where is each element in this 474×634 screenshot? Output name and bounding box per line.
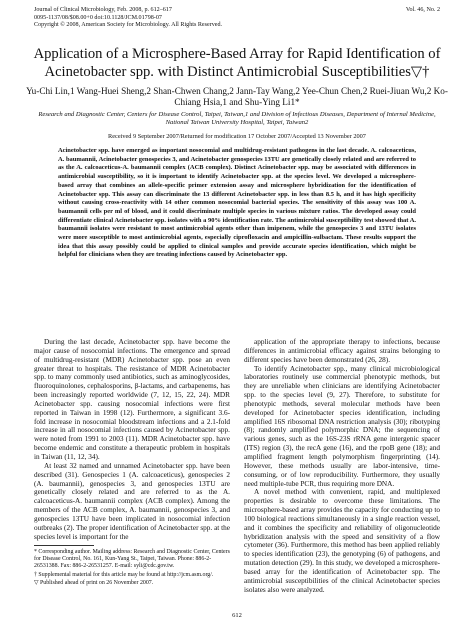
received-dates: Received 9 September 2007/Returned for modification 17 October 2007/Accepted 13 November 2007 bbox=[108, 133, 366, 140]
footnote-corresponding: * Corresponding author. Mailing address: Research and Diagnostic Center, Centers for Disease Control, No. 161, Kun-Yang St., Taipei, Taiwan. Phone: 886-2-26531388. Fax: 886-2-26531257. E-mail: syli@cdc.gov.tw. bbox=[34, 549, 230, 570]
article-title: Application of a Microsphere-Based Array for Rapid Identification of Acinetobacter spp. with Distinct Antimicrobial Susceptibilities▽† bbox=[33, 46, 441, 80]
volume-label: Vol. 46, No. 2 bbox=[405, 7, 440, 13]
running-header bbox=[34, 7, 440, 30]
author-list: Yu-Chi Lin,1 Wang-Huei Sheng,2 Shan-Chwen Chang,2 Jann-Tay Wang,2 Yee-Chun Chen,2 Ruei-Jiuan Wu,2 Ko-Chiang Hsia,1 and Shu-Ying Li1* bbox=[26, 86, 448, 108]
issn-line: 0095-1137/08/$08.00+0 doi:10.1128/JCM.01798-07 bbox=[34, 14, 162, 21]
footnote-supplemental: † Supplemental material for this article may be found at http://jcm.asm.org/. bbox=[34, 571, 214, 578]
copyright-line: Copyright © 2008, American Society for Microbiology. All Rights Reserved. bbox=[34, 22, 223, 29]
journal-line: Journal of Clinical Microbiology, Feb. 2008, p. 612–617 bbox=[34, 7, 172, 13]
affiliations: Research and Diagnostic Center, Centers for Disease Control, Taipei, Taiwan,1 and Division of Infectious Diseases, Department of Internal Medicine, National Taiwan University Hospital, Taipei, Taiwan2 bbox=[38, 111, 436, 127]
page-number: 612 bbox=[232, 612, 242, 619]
paragraph: application of the appropriate therapy to infections, because differences in antimicrobial efficacy against strains belonging to different species have been demonstrated (26, 28). bbox=[244, 338, 440, 364]
footnotes bbox=[34, 549, 230, 589]
body-column-left bbox=[34, 338, 230, 541]
paragraph: To identify Acinetobacter spp., many clinical microbiological laboratories routinely use commercial phenotypic methods, but they are unreliable when clinicians are identifying Acinetobacter spp. to the species level (9, 27). Therefore, to substitute for phenotypic methods, several molecular methods have been developed for Acinetobacter species identification, including amplified 16S ribosomal DNA restriction analysis (30); ribotyping (8); randomly amplified polymorphic DNA; the sequencing of various genes, such as the 16S-23S rRNA gene intergenic spacer (ITS) region (3), the recA gene (16), and the rpoB gene (18); and amplified fragment length polymorphism fingerprinting (14). However, these methods usually are labor-intensive, time-consuming, or of low reproducibility. Furthermore, they usually need multiple-tube PCR, thus requiring more DNA. bbox=[244, 364, 440, 488]
paragraph: During the last decade, Acinetobacter spp. have become the major cause of nosocomial infections. The emergence and spread of multidrug-resistant (MDR) Acinetobacter spp. pose an even greater threat to hospitals. The resistance of MDR Acinetobacter spp. to many commonly used antibiotics, such as aminoglycosides, fluoroquinolones, cephalosporins, β-lactams, and carbapenems, has been increasingly reported worldwide (7, 12, 15, 22, 24). MDR Acinetobacter spp. causing nosocomial infections were first reported in Taiwan in 1998 (12). Furthermore, a significant 3.6-fold increase in nosocomial bloodstream infections and a 2.1-fold increase in all nosocomial infections caused by Acinetobacter spp. were noted from 1991 to 2003 (11). MDR Acinetobacter spp. have become endemic and constitute a therapeutic problem in hospitals in Taiwan (11, 12, 34). bbox=[34, 338, 230, 461]
paragraph: A novel method with convenient, rapid, and multiplexed properties is desirable to overcome these limitations. The microsphere-based array provides the capacity for conducting up to 100 biological reactions simultaneously in a single reaction vessel, and it combines the specificity and reliability of oligonucleotide hybridization analysis with the speed and sensitivity of a flow cytometer (36). Furthermore, this method has been applied reliably to species identification (23), the genotyping (6) of pathogens, and mutation detection (29). In this study, we developed a microsphere-based array for the identification of Acinetobacter spp. The antimicrobial susceptibilities of the clinical Acinetobacter species isolates also were analyzed. bbox=[244, 488, 440, 594]
abstract: Acinetobacter spp. have emerged as important nosocomial and multidrug-resistant pathogens in the last decade. A. calcoaceticus, A. baumannii, Acinetobacter genospecies 3, and Acinetobacter genospecies 13TU are genetically closely related and are referred to as the A. calcoaceticus-A. baumannii complex (ACB complex). Distinct Acinetobacter spp. may be associated with differences in antimicrobial susceptibility, so it is important to identify Acinetobacter spp. at the species level. We developed a microsphere-based array that combines an allele-specific primer extension assay and microsphere hybridization for the identification of Acinetobacter spp. This assay can discriminate the 13 different Acinetobacter spp. in less than 8.5 h, and it has high specificity without causing cross-reactivity with 14 other common nosocomial bacterial species. The sensitivity of this assay was 100 A. baumannii cells per ml of blood, and it could discriminate multiple species in various mixture ratios. The developed assay could differentiate clinical Acinetobacter spp. isolates with a 90% identification rate. The antimicrobial susceptibility test showed that A. baumannii isolates were resistant to most antimicrobial agents other than imipenem, while the genospecies 3 and 13TU isolates were more susceptible to most antimicrobial agents, especially ciprofloxacin and ampicillin-sulbactam. These results support the idea that this assay possibly could be applied to clinical samples and provide accurate species identification, which might be helpful for clinicians when they are treating infections caused by Acinetobacter spp. bbox=[58, 147, 416, 259]
footnote-divider bbox=[34, 545, 94, 546]
footnote-published: ▽ Published ahead of print on 26 November 2007. bbox=[34, 580, 154, 587]
paragraph: At least 32 named and unnamed Acinetobacter spp. have been described (31). Genospecies 1 (A. calcoaceticus), genospecies 2 (A. baumannii), genospecies 3, and genospecies 13TU are genetically closely related and are referred to as the A. calcoaceticus-A. baumannii complex (ACB complex). Among the members of the ACB complex, A. baumannii, genospecies 3, and genospecies 13TU have been implicated in nosocomial infection outbreaks (2). The proper identification of Acinetobacter spp. at the species level is important for the bbox=[34, 461, 230, 541]
body-column-right bbox=[244, 338, 440, 594]
